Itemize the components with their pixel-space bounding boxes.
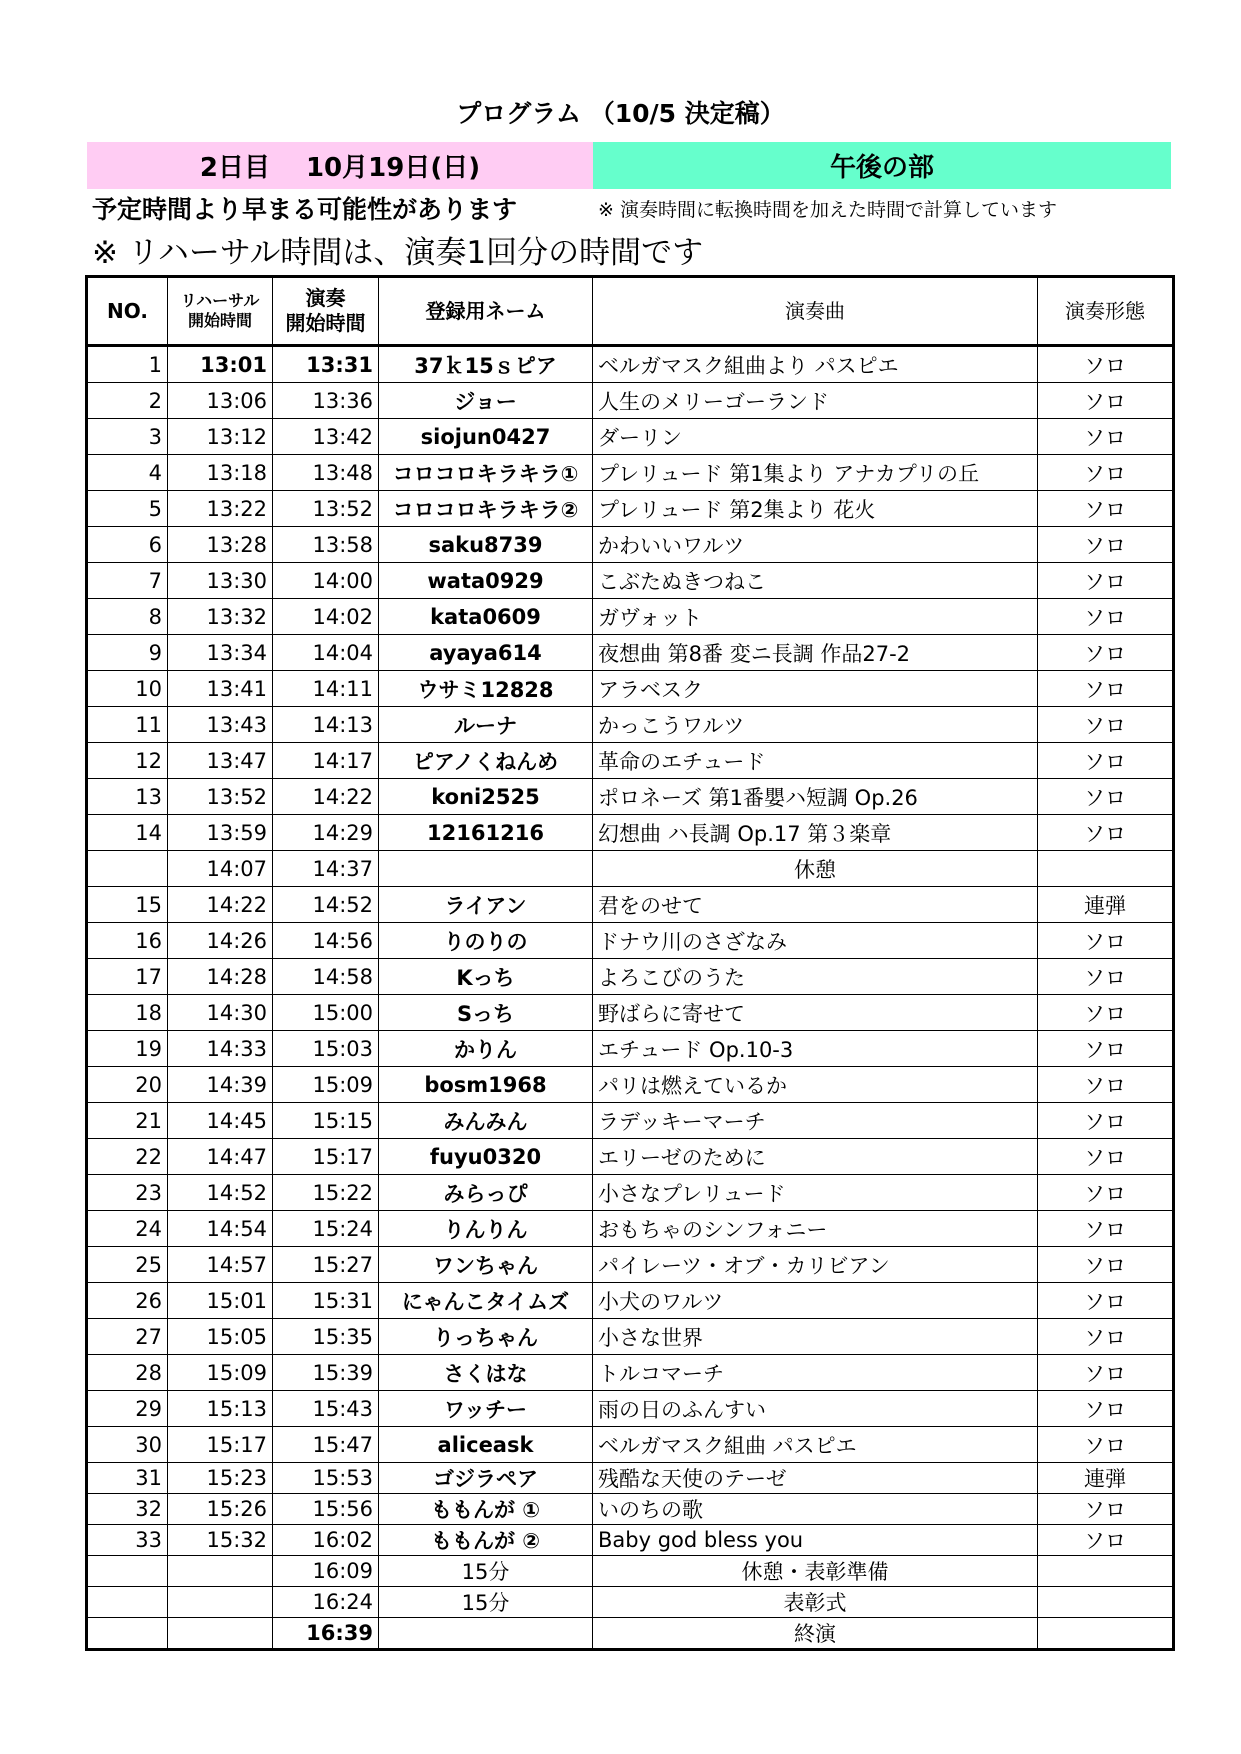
performer-name: りっちゃん — [379, 1319, 593, 1355]
perform-time: 16:24 — [273, 1587, 379, 1618]
table-row — [87, 779, 1174, 815]
performance-form: ソロ — [1038, 1103, 1174, 1139]
row-number — [87, 1618, 168, 1650]
header-perform-line1: 演奏 — [305, 286, 346, 310]
perform-time: 13:42 — [273, 419, 379, 455]
performance-form: ソロ — [1038, 671, 1174, 707]
piece-title: 野ばらに寄せて — [593, 995, 1038, 1031]
perform-time: 15:27 — [273, 1247, 379, 1283]
perform-time: 14:17 — [273, 743, 379, 779]
row-number: 26 — [87, 1283, 168, 1319]
row-number: 20 — [87, 1067, 168, 1103]
performer-name: ジョー — [379, 383, 593, 419]
table-row — [87, 923, 1174, 959]
header-piece: 演奏曲 — [593, 277, 1038, 346]
piece-title: おもちゃのシンフォニー — [593, 1211, 1038, 1247]
performance-form: ソロ — [1038, 779, 1174, 815]
event-title: 表彰式 — [593, 1587, 1038, 1618]
rehearsal-time: 13:59 — [168, 815, 273, 851]
event-title: 終演 — [593, 1618, 1038, 1650]
table-row — [87, 995, 1174, 1031]
piece-title: パイレーツ・オブ・カリビアン — [593, 1247, 1038, 1283]
perform-time: 13:52 — [273, 491, 379, 527]
duration: 15分 — [379, 1556, 593, 1587]
performer-name: ももんが ① — [379, 1494, 593, 1525]
rehearsal-time: 13:41 — [168, 671, 273, 707]
header-perform — [273, 277, 379, 346]
performer-name: bosm1968 — [379, 1067, 593, 1103]
piece-title: プレリュード 第1集より アナカプリの丘 — [593, 455, 1038, 491]
performer-name: さくはな — [379, 1355, 593, 1391]
row-number: 6 — [87, 527, 168, 563]
row-number: 2 — [87, 383, 168, 419]
perform-time: 13:31 — [273, 346, 379, 383]
perform-time: 15:56 — [273, 1494, 379, 1525]
rehearsal-time: 15:26 — [168, 1494, 273, 1525]
performance-form — [1038, 1556, 1174, 1587]
part-label: 午後の部 — [593, 142, 1171, 189]
perform-time: 15:09 — [273, 1067, 379, 1103]
perform-time: 15:35 — [273, 1319, 379, 1355]
piece-title: こぶたぬきつねこ — [593, 563, 1038, 599]
performer-name: みんみん — [379, 1103, 593, 1139]
rehearsal-time: 15:13 — [168, 1391, 273, 1427]
table-row — [87, 1247, 1174, 1283]
table-row — [87, 563, 1174, 599]
perform-time: 14:22 — [273, 779, 379, 815]
row-number: 23 — [87, 1175, 168, 1211]
program-table — [85, 275, 1175, 1651]
rehearsal-time: 13:32 — [168, 599, 273, 635]
table-row — [87, 455, 1174, 491]
table-row — [87, 1494, 1174, 1525]
rehearsal-time: 14:33 — [168, 1031, 273, 1067]
row-number: 18 — [87, 995, 168, 1031]
performance-form — [1038, 851, 1174, 887]
performance-form: ソロ — [1038, 1139, 1174, 1175]
row-number: 1 — [87, 346, 168, 383]
performance-form: ソロ — [1038, 815, 1174, 851]
performer-name: fuyu0320 — [379, 1139, 593, 1175]
piece-title: 休憩 — [593, 851, 1038, 887]
performer-name: koni2525 — [379, 779, 593, 815]
piece-title: 小さなプレリュード — [593, 1175, 1038, 1211]
row-number: 32 — [87, 1494, 168, 1525]
row-number: 8 — [87, 599, 168, 635]
rehearsal-time: 13:22 — [168, 491, 273, 527]
table-row — [87, 887, 1174, 923]
perform-time: 14:11 — [273, 671, 379, 707]
table-row — [87, 1391, 1174, 1427]
performer-name: aliceask — [379, 1427, 593, 1463]
perform-time: 14:37 — [273, 851, 379, 887]
perform-time: 15:00 — [273, 995, 379, 1031]
row-number: 27 — [87, 1319, 168, 1355]
perform-time: 14:00 — [273, 563, 379, 599]
perform-time: 14:58 — [273, 959, 379, 995]
row-number: 24 — [87, 1211, 168, 1247]
performer-name: コロコロキラキラ① — [379, 455, 593, 491]
performer-name: Kっち — [379, 959, 593, 995]
performer-name: ウサミ12828 — [379, 671, 593, 707]
rehearsal-time: 14:57 — [168, 1247, 273, 1283]
perform-time: 14:29 — [273, 815, 379, 851]
performance-form: ソロ — [1038, 743, 1174, 779]
rehearsal-note: ※ リハーサル時間は、演奏1回分の時間です — [92, 235, 704, 271]
performance-form: ソロ — [1038, 1247, 1174, 1283]
perform-time: 15:03 — [273, 1031, 379, 1067]
table-row — [87, 1211, 1174, 1247]
rehearsal-time: 15:05 — [168, 1319, 273, 1355]
table-row — [87, 743, 1174, 779]
table-row — [87, 419, 1174, 455]
early-note: 予定時間より早まる可能性があります — [92, 195, 518, 224]
table-row — [87, 1175, 1174, 1211]
table-row — [87, 1139, 1174, 1175]
performance-form: 連弾 — [1038, 887, 1174, 923]
table-row — [87, 1525, 1174, 1556]
perform-time: 16:09 — [273, 1556, 379, 1587]
row-number: 21 — [87, 1103, 168, 1139]
performance-form: ソロ — [1038, 1391, 1174, 1427]
piece-title: ポロネーズ 第1番嬰ハ短調 Op.26 — [593, 779, 1038, 815]
rehearsal-time: 14:39 — [168, 1067, 273, 1103]
performance-form: ソロ — [1038, 1211, 1174, 1247]
performance-form: ソロ — [1038, 707, 1174, 743]
rehearsal-time: 15:23 — [168, 1463, 273, 1494]
performance-form: ソロ — [1038, 455, 1174, 491]
performance-form — [1038, 1587, 1174, 1618]
page-title: プログラム （10/5 決定稿） — [456, 99, 785, 128]
rehearsal-time: 13:28 — [168, 527, 273, 563]
piece-title: 人生のメリーゴーランド — [593, 383, 1038, 419]
row-number: 15 — [87, 887, 168, 923]
duration — [379, 1618, 593, 1650]
header-name: 登録用ネーム — [379, 277, 593, 346]
rehearsal-time — [168, 1587, 273, 1618]
row-number: 25 — [87, 1247, 168, 1283]
piece-title: トルコマーチ — [593, 1355, 1038, 1391]
piece-title: アラベスク — [593, 671, 1038, 707]
rehearsal-time: 14:26 — [168, 923, 273, 959]
performer-name: ルーナ — [379, 707, 593, 743]
piece-title: かっこうワルツ — [593, 707, 1038, 743]
row-number: 31 — [87, 1463, 168, 1494]
performer-name: ももんが ② — [379, 1525, 593, 1556]
table-row — [87, 671, 1174, 707]
piece-title: Baby god bless you — [593, 1525, 1038, 1556]
day-label: 2日目 — [199, 153, 270, 183]
performance-form: ソロ — [1038, 1319, 1174, 1355]
table-row — [87, 851, 1174, 887]
performance-form: ソロ — [1038, 1427, 1174, 1463]
rehearsal-time: 13:12 — [168, 419, 273, 455]
table-row — [87, 527, 1174, 563]
perform-time: 13:48 — [273, 455, 379, 491]
piece-title: ガヴォット — [593, 599, 1038, 635]
footer-row — [87, 1556, 1174, 1587]
perform-time: 15:47 — [273, 1427, 379, 1463]
perform-time: 16:39 — [273, 1618, 379, 1650]
piece-title: ダーリン — [593, 419, 1038, 455]
header-rehearsal — [168, 277, 273, 346]
duration: 15分 — [379, 1587, 593, 1618]
piece-title: 幻想曲 ハ長調 Op.17 第３楽章 — [593, 815, 1038, 851]
performer-name — [379, 851, 593, 887]
row-number: 17 — [87, 959, 168, 995]
row-number: 13 — [87, 779, 168, 815]
performer-name: ライアン — [379, 887, 593, 923]
perform-time: 15:24 — [273, 1211, 379, 1247]
piece-title: 小さな世界 — [593, 1319, 1038, 1355]
performance-form: ソロ — [1038, 491, 1174, 527]
table-row — [87, 1319, 1174, 1355]
row-number: 14 — [87, 815, 168, 851]
table-row — [87, 707, 1174, 743]
piece-title: ラデッキーマーチ — [593, 1103, 1038, 1139]
rehearsal-time: 14:07 — [168, 851, 273, 887]
row-number: 22 — [87, 1139, 168, 1175]
rehearsal-time: 13:43 — [168, 707, 273, 743]
header-rehearsal-line2: 開始時間 — [187, 311, 252, 330]
piece-title: プレリュード 第2集より 花火 — [593, 491, 1038, 527]
row-number: 7 — [87, 563, 168, 599]
program-body — [87, 346, 1174, 1650]
header-rehearsal-line1: リハーサル — [180, 291, 260, 310]
performance-form: ソロ — [1038, 1494, 1174, 1525]
header-perform-line2: 開始時間 — [285, 311, 366, 335]
rehearsal-time: 13:06 — [168, 383, 273, 419]
rehearsal-time: 13:01 — [168, 346, 273, 383]
row-number: 12 — [87, 743, 168, 779]
performer-name: ピアノくねんめ — [379, 743, 593, 779]
table-row — [87, 1355, 1174, 1391]
piece-title: 雨の日のふんすい — [593, 1391, 1038, 1427]
perform-time: 14:52 — [273, 887, 379, 923]
performance-form: ソロ — [1038, 346, 1174, 383]
piece-title: パリは燃えているか — [593, 1067, 1038, 1103]
row-number: 33 — [87, 1525, 168, 1556]
rehearsal-time: 14:30 — [168, 995, 273, 1031]
row-number: 5 — [87, 491, 168, 527]
performer-name: ワンちゃん — [379, 1247, 593, 1283]
table-row — [87, 1283, 1174, 1319]
table-row — [87, 383, 1174, 419]
performer-name: ayaya614 — [379, 635, 593, 671]
table-row — [87, 346, 1174, 383]
performer-name: saku8739 — [379, 527, 593, 563]
rehearsal-time: 13:47 — [168, 743, 273, 779]
perform-time: 14:02 — [273, 599, 379, 635]
table-row — [87, 1103, 1174, 1139]
piece-title: 夜想曲 第8番 変ニ長調 作品27-2 — [593, 635, 1038, 671]
rehearsal-time: 13:34 — [168, 635, 273, 671]
rehearsal-time: 14:54 — [168, 1211, 273, 1247]
performance-form: ソロ — [1038, 383, 1174, 419]
rehearsal-time: 15:09 — [168, 1355, 273, 1391]
performance-form: ソロ — [1038, 959, 1174, 995]
piece-title: ドナウ川のさざなみ — [593, 923, 1038, 959]
perform-time: 15:53 — [273, 1463, 379, 1494]
perform-time: 15:15 — [273, 1103, 379, 1139]
table-row — [87, 1031, 1174, 1067]
footer-row — [87, 1618, 1174, 1650]
rehearsal-time: 13:52 — [168, 779, 273, 815]
piece-title: エチュード Op.10-3 — [593, 1031, 1038, 1067]
performance-form: ソロ — [1038, 599, 1174, 635]
header-no: NO. — [87, 277, 168, 346]
performance-form: ソロ — [1038, 1175, 1174, 1211]
table-row — [87, 491, 1174, 527]
header-row — [87, 277, 1174, 346]
rehearsal-time: 13:30 — [168, 563, 273, 599]
row-number: 30 — [87, 1427, 168, 1463]
piece-title: かわいいワルツ — [593, 527, 1038, 563]
row-number — [87, 1587, 168, 1618]
performer-name: kata0609 — [379, 599, 593, 635]
table-row — [87, 1067, 1174, 1103]
performance-form: ソロ — [1038, 995, 1174, 1031]
performance-form: ソロ — [1038, 1525, 1174, 1556]
perform-time: 14:04 — [273, 635, 379, 671]
rehearsal-time: 14:28 — [168, 959, 273, 995]
performance-form: ソロ — [1038, 1355, 1174, 1391]
table-row — [87, 1427, 1174, 1463]
perform-time: 13:58 — [273, 527, 379, 563]
row-number: 11 — [87, 707, 168, 743]
row-number: 4 — [87, 455, 168, 491]
rehearsal-time: 14:45 — [168, 1103, 273, 1139]
performer-name: かりん — [379, 1031, 593, 1067]
performance-form: ソロ — [1038, 527, 1174, 563]
performer-name: りのりの — [379, 923, 593, 959]
perform-time: 15:31 — [273, 1283, 379, 1319]
performance-form: ソロ — [1038, 1031, 1174, 1067]
header-form: 演奏形態 — [1038, 277, 1174, 346]
perform-time: 15:39 — [273, 1355, 379, 1391]
perform-time: 15:43 — [273, 1391, 379, 1427]
performer-name: ゴジラペア — [379, 1463, 593, 1494]
performer-name: にゃんこタイムズ — [379, 1283, 593, 1319]
calc-note: ※ 演奏時間に転換時間を加えた時間で計算しています — [598, 199, 1057, 221]
row-number: 3 — [87, 419, 168, 455]
day-banner — [87, 142, 1171, 189]
rehearsal-time: 13:18 — [168, 455, 273, 491]
performance-form: ソロ — [1038, 1067, 1174, 1103]
perform-time: 14:56 — [273, 923, 379, 959]
performer-name: りんりん — [379, 1211, 593, 1247]
table-row — [87, 599, 1174, 635]
row-number: 9 — [87, 635, 168, 671]
table-row — [87, 959, 1174, 995]
row-number — [87, 1556, 168, 1587]
performer-name: wata0929 — [379, 563, 593, 599]
performance-form — [1038, 1618, 1174, 1650]
performer-name: siojun0427 — [379, 419, 593, 455]
performer-name: みらっぴ — [379, 1175, 593, 1211]
day-cell — [87, 142, 593, 189]
row-number: 10 — [87, 671, 168, 707]
rehearsal-time: 15:17 — [168, 1427, 273, 1463]
performer-name: 37ｋ15ｓピア — [379, 346, 593, 383]
row-number: 28 — [87, 1355, 168, 1391]
row-number: 16 — [87, 923, 168, 959]
rehearsal-time: 14:47 — [168, 1139, 273, 1175]
perform-time: 13:36 — [273, 383, 379, 419]
rehearsal-time: 14:52 — [168, 1175, 273, 1211]
table-row — [87, 635, 1174, 671]
perform-time: 16:02 — [273, 1525, 379, 1556]
piece-title: いのちの歌 — [593, 1494, 1038, 1525]
performer-name: 12161216 — [379, 815, 593, 851]
rehearsal-time: 15:01 — [168, 1283, 273, 1319]
performer-name: Sっち — [379, 995, 593, 1031]
performance-form: ソロ — [1038, 1283, 1174, 1319]
event-title: 休憩・表彰準備 — [593, 1556, 1038, 1587]
date-label: 10月19日(日) — [305, 153, 481, 183]
perform-time: 15:17 — [273, 1139, 379, 1175]
rehearsal-time: 14:22 — [168, 887, 273, 923]
table-row — [87, 1463, 1174, 1494]
row-number: 19 — [87, 1031, 168, 1067]
perform-time: 14:13 — [273, 707, 379, 743]
footer-row — [87, 1587, 1174, 1618]
rehearsal-time — [168, 1618, 273, 1650]
performer-name: ワッチー — [379, 1391, 593, 1427]
performance-form: ソロ — [1038, 635, 1174, 671]
row-number — [87, 851, 168, 887]
performance-form: 連弾 — [1038, 1463, 1174, 1494]
table-row — [87, 815, 1174, 851]
row-number: 29 — [87, 1391, 168, 1427]
rehearsal-time: 15:32 — [168, 1525, 273, 1556]
performer-name: コロコロキラキラ② — [379, 491, 593, 527]
performance-form: ソロ — [1038, 563, 1174, 599]
performance-form: ソロ — [1038, 419, 1174, 455]
piece-title: 残酷な天使のテーゼ — [593, 1463, 1038, 1494]
piece-title: エリーゼのために — [593, 1139, 1038, 1175]
piece-title: よろこびのうた — [593, 959, 1038, 995]
perform-time: 15:22 — [273, 1175, 379, 1211]
performance-form: ソロ — [1038, 923, 1174, 959]
piece-title: 小犬のワルツ — [593, 1283, 1038, 1319]
piece-title: ベルガマスク組曲 パスピエ — [593, 1427, 1038, 1463]
piece-title: 君をのせて — [593, 887, 1038, 923]
piece-title: 革命のエチュード — [593, 743, 1038, 779]
piece-title: ベルガマスク組曲より パスピエ — [593, 346, 1038, 383]
rehearsal-time — [168, 1556, 273, 1587]
